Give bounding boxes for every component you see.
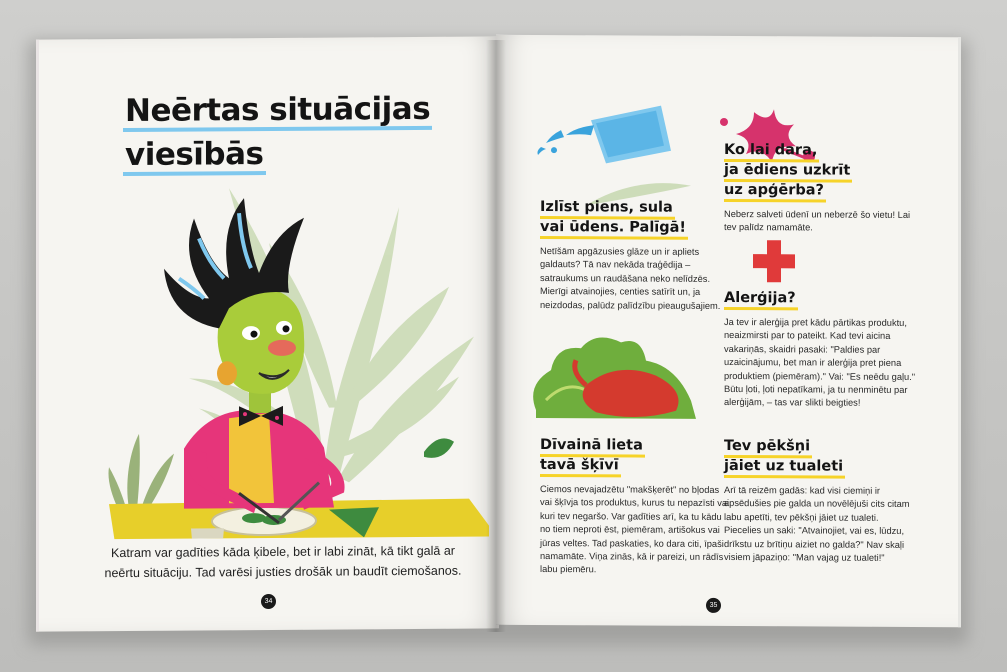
page-number: 35 [706,598,721,613]
section-heading: Dīvainā lieta tavā šķīvī [540,437,730,478]
left-page [36,36,499,631]
page-number: 34 [261,594,276,609]
section-body: Ciemos nevajadzētu "makšķerēt" no bļodas vai šķīvja tos produktus, kurus tu nepazīsti vai kuri tev negaršo. Var gadīties arī, ka tu kādu no tiem neproti ēst, piemēram, artišokus vai jūras veltes. Tad paskaties, ko dara citi, īpaši namamāte. Viņa zinās, kā ir pareizi, un rādīs labu piemēru. [540,484,730,575]
page-caption [91,541,475,584]
section-heading: Alerģija? [724,290,920,311]
section-body: Ja tev ir alerģija pret kādu pārtikas produktu, neaizmirsti par to pateikt. Kad tevi aicina vakariņās, skaidri pasaki: "Paldies par uzaicinājumu, bet man ir alerģija pret piena produktiem (piemēram)." Vai: "Es neēdu gaļu." Būtu ļoti, ļoti nepatīkami, ja tu nenminētu par alerģijām, – tas var slikti beigties! [724,316,916,409]
book-gutter [486,40,506,632]
right-page [496,35,961,627]
cup [191,528,224,539]
section-strange-food [540,437,730,578]
caption-line: neērtu situāciju. Tad varēsi justies drošāk un baudīt ciemošanos. [104,563,462,581]
section-body: Arī tā reizēm gadās: kad visi ciemiņi ir apsēdušies pie galda un novēlējuši cits citam labu apetīti, tev pēkšņi jāiet uz tualeti. Piecelies un saki: "Atvainojiet, vai es, lūdzu, drīkstu uz brītiņu aiziet no galda?" Nav skaļi visiem jāpaziņo: "Man vajag uz tualeti!" [724,484,910,563]
section-body: Netīšām apgāzusies glāze un ir apliets galdauts? Tā nav nekāda traģēdija – satraukums un raudāšana neko nelīdzēs. Mierīgi atvainojies, centies satīrīt un, ja neizdodas, palūdz palīdzību pieaugušajiem. [540,246,721,311]
section-spill [540,199,730,313]
dinner-guest-illustration [79,146,489,539]
section-heading: Izlīst piens, sula vai ūdens. Palīgā! [540,199,730,240]
lettuce-and-crab-illustration [526,330,706,426]
section-heading: Ko lai dara, ja ēdiens uzkrīt uz apģērba? [724,142,914,203]
small-plant [108,434,174,511]
flying-pickle [424,438,454,458]
spilled-glass-illustration [536,95,676,176]
caption-line: Katram var gadīties kāda ķibele, bet ir labi zināt, kā tikt galā ar [111,543,455,561]
section-toilet [724,438,914,565]
title-line: viesībās [123,137,266,176]
section-stain [724,142,914,236]
red-cross-icon [751,238,797,284]
section-heading: Tev pēkšņi jāiet uz tualeti [724,438,914,479]
title-line: Neērtas situācijas [123,92,432,132]
section-allergy [724,290,920,411]
section-body: Neberz salveti ūdenī un neberzē šo vietu! Lai tev palīdz namamāte. [724,208,911,233]
